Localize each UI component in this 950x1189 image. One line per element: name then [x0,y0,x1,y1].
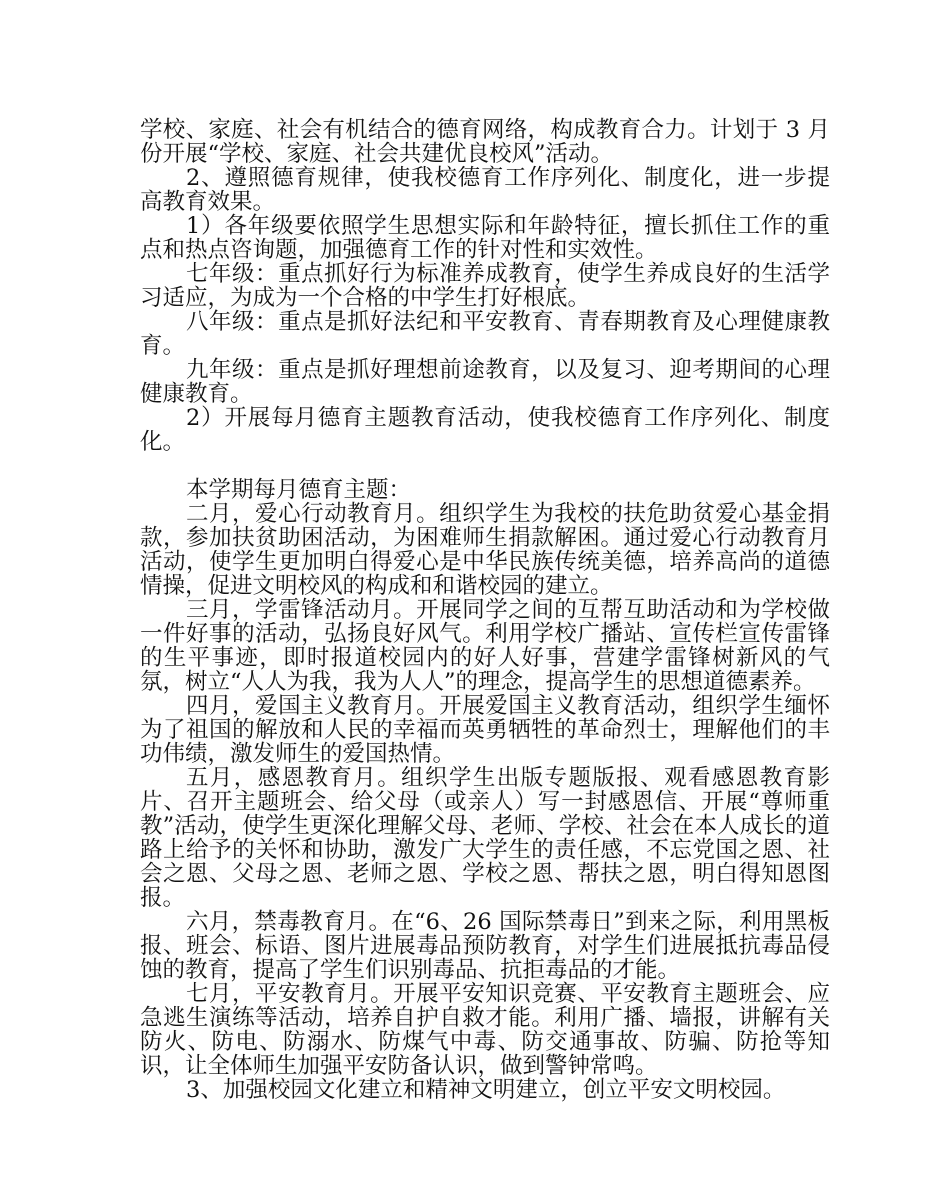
paragraph-monthly-themes-heading: 本学期每月德育主题： [186,477,412,503]
paragraph-july: 七月，平安教育月。开展平安知识竞赛、平安教育主题班会、应急逃生演练等活动，培养自护自救才能。利用广播、墙报，讲解有关防火、防电、防溺水、防煤气中毒、防交通事故、防骗、防抢等知识，让全体师生加强平安防备认识，做到警钟常鸣。 [140,981,830,1079]
paragraph-march: 三月，学雷锋活动月。开展同学之间的互帮互助活动和为学校做一件好事的活动，弘扬良好风气。利用学校广播站、宣传栏宣传雷锋的生平事迹，即时报道校园内的好人好事，营建学雷锋树新风的气氛，树立“人人为我，我为人人”的理念，提高学生的思想道德素养。 [140,597,830,695]
paragraph-february: 二月，爱心行动教育月。组织学生为我校的扶危助贫爱心基金捐款，参加扶贫助困活动，为困难师生捐款解困。通过爱心行动教育月活动，使学生更加明白得爱心是中华民族传统美德，培养高尚的道德情操，促进文明校风的构成和和谐校园的建立。 [140,501,830,599]
paragraph-continuation: 学校、家庭、社会有机结合的德育网络，构成教育合力。计划于 3 月份开展“学校、家庭、社会共建优良校风”活动。 [140,117,830,167]
paragraph-grade-8: 八年级：重点是抓好法纪和平安教育、青春期教育及心理健康教育。 [140,309,830,359]
paragraph-april: 四月，爱国主义教育月。开展爱国主义教育活动，组织学生缅怀为了祖国的解放和人民的幸福而英勇牺牲的革命烈士，理解他们的丰功伟绩，激发师生的爱国热情。 [140,693,830,767]
document-body [140,118,830,1102]
paragraph-june: 六月，禁毒教育月。在“6、26 国际禁毒日”到来之际，利用黑板报、班会、标语、图片进展毒品预防教育，对学生们进展抵抗毒品侵蚀的教育，提高了学生们识别毒品、抗拒毒品的才能。 [140,909,830,983]
paragraph-section-2: 2、遵照德育规律，使我校德育工作序列化、制度化，进一步提高教育效果。 [140,165,830,215]
paragraph-grade-7: 七年级：重点抓好行为标准养成教育，使学生养成良好的生活学习适应，为成为一个合格的中学生打好根底。 [140,261,830,311]
paragraph-grade-9: 九年级：重点是抓好理想前途教育，以及复习、迎考期间的心理健康教育。 [140,357,830,407]
paragraph-may: 五月，感恩教育月。组织学生出版专题版报、观看感恩教育影片、召开主题班会、给父母（或亲人）写一封感恩信、开展“尊师重教”活动，使学生更深化理解父母、老师、学校、社会在本人成长的道路上给予的关怀和协助，激发广大学生的责任感，不忘党国之恩、社会之恩、父母之恩、老师之恩、学校之恩、帮扶之恩，明白得知恩图报。 [140,765,830,911]
paragraph-item-1: 1）各年级要依照学生思想实际和年龄特征，擅长抓住工作的重点和热点咨询题，加强德育工作的针对性和实效性。 [140,213,830,263]
paragraph-section-3: 3、加强校园文化建立和精神文明建立，创立平安文明校园。 [186,1077,786,1103]
paragraph-item-2: 2）开展每月德育主题教育活动，使我校德育工作序列化、制度化。 [140,405,830,455]
